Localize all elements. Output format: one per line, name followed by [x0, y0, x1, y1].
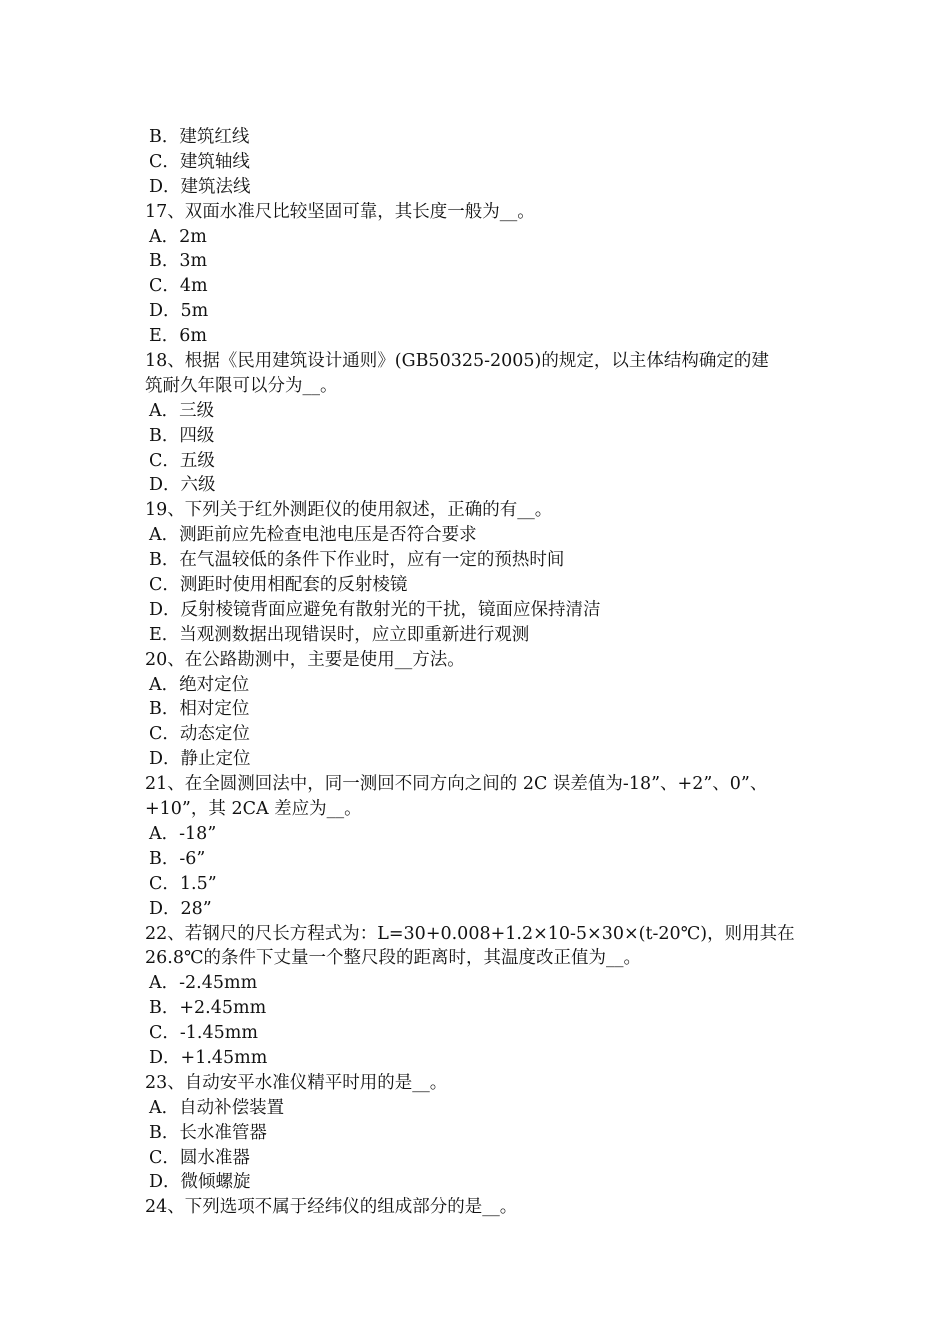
option-line: E．6m — [149, 326, 208, 347]
option-line: A．三级 — [149, 400, 215, 421]
option-line: C．4m — [149, 276, 208, 297]
question-line: 17、双面水准尺比较坚固可靠，其长度一般为__。 — [145, 201, 535, 222]
option-line: A．-2.45mm — [149, 973, 258, 994]
option-line: E．当观测数据出现错误时，应立即重新进行观测 — [149, 624, 530, 645]
option-line: B．四级 — [149, 425, 215, 446]
question-line: 23、自动安平水准仪精平时用的是__。 — [145, 1072, 448, 1093]
option-line: C．测距时使用相配套的反射棱镜 — [149, 575, 408, 596]
option-line: B．建筑红线 — [149, 127, 250, 147]
option-line: C．五级 — [149, 450, 215, 471]
question-line: 22、若钢尺的尺长方程式为：L=30+0.008+1.2×10-5×30×(t-20℃)，则用其在 — [145, 923, 795, 944]
option-line: D．28” — [149, 898, 212, 919]
option-line: B．3m — [149, 251, 208, 272]
question-line-continued: 筑耐久年限可以分为__。 — [145, 375, 338, 396]
option-line: B．-6” — [149, 848, 206, 869]
option-line: C．建筑轴线 — [149, 151, 250, 172]
option-line: B．长水准管器 — [149, 1122, 267, 1143]
question-line: 21、在全圆测回法中，同一测回不同方向之间的 2C 误差值为-18”、+2”、0”、 — [145, 774, 768, 795]
option-line: C．圆水准器 — [149, 1147, 250, 1168]
option-line: B．在气温较低的条件下作业时，应有一定的预热时间 — [149, 550, 565, 571]
option-line: D．建筑法线 — [149, 176, 251, 197]
question-line: 24、下列选项不属于经纬仪的组成部分的是__。 — [145, 1197, 518, 1218]
option-line: D．5m — [149, 301, 209, 322]
question-line-continued: 26.8℃的条件下丈量一个整尺段的距离时，其温度改正值为__。 — [145, 948, 642, 969]
option-line: A．-18” — [149, 823, 217, 844]
question-line: 18、根据《民用建筑设计通则》(GB50325-2005)的规定，以主体结构确定的建 — [145, 351, 769, 372]
document-body — [145, 125, 810, 1220]
option-line: A．绝对定位 — [149, 674, 250, 695]
option-line: C．-1.45mm — [149, 1023, 258, 1044]
option-line: D．反射棱镜背面应避免有散射光的干扰，镜面应保持清洁 — [149, 599, 601, 620]
question-line-continued: +10”，其 2CA 差应为__。 — [145, 799, 362, 820]
option-line: D．六级 — [149, 475, 216, 496]
option-line: C．1.5” — [149, 873, 217, 894]
option-line: D．微倾螺旋 — [149, 1172, 251, 1193]
question-line: 19、下列关于红外测距仪的使用叙述，正确的有__。 — [145, 500, 553, 521]
option-line: B．相对定位 — [149, 699, 250, 720]
option-line: A．自动补偿装置 — [149, 1097, 285, 1118]
option-line: D．+1.45mm — [149, 1047, 268, 1068]
option-line: C．动态定位 — [149, 724, 250, 745]
option-line: A．测距前应先检查电池电压是否符合要求 — [149, 525, 477, 546]
question-line: 20、在公路勘测中，主要是使用__方法。 — [145, 649, 465, 670]
option-line: B．+2.45mm — [149, 998, 267, 1019]
option-line: D．静止定位 — [149, 749, 251, 770]
option-line: A．2m — [149, 226, 207, 247]
